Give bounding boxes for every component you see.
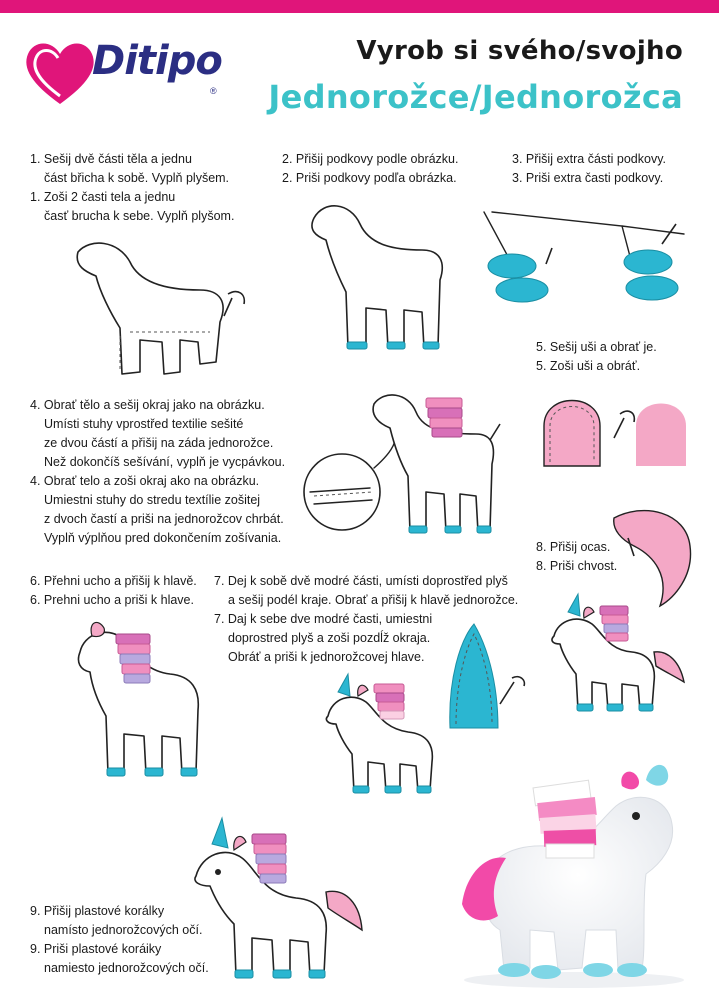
- step-8-text: 8. Přišij ocas. 8. Priši chvost.: [536, 540, 618, 573]
- page-title-line1: Vyrob si svého/svojho: [356, 36, 683, 66]
- step-4-text: 4. Obrať tělo a sešij okraj jako na obrázku. Umísti stuhy vprostřed textilie sešité ze dvou částí a přišij na záda jednorožce. Než dokončíš sešívání, vyplň je vycpávkou. 4. Obrať telo a zoši okraj ako na obrázku. Umiestni stuhy do stredu textílie zošitej z dvoch častí a priši na jednorožcov chrbát. Vyplň výplňou pred dokončením zošívania.: [30, 398, 286, 545]
- step-9-text: 9. Přišij plastové korálky namísto jednorožcových očí. 9. Priši plastové koráiky namiesto jednorožcových očí.: [30, 904, 209, 975]
- step-3-illustration: [472, 204, 692, 314]
- step-6-text: 6. Přehni ucho a přišij k hlavě. 6. Prehni ucho a priši k hlave.: [30, 574, 197, 607]
- step-3-text: 3. Přišij extra části podkovy. 3. Priši extra časti podkovy.: [512, 152, 666, 185]
- step-7-horn-illustration: [444, 620, 534, 740]
- step-5-text: 5. Sešij uši a obrať je. 5. Zoši uši a obráť.: [536, 340, 657, 373]
- registered-mark: ®: [210, 86, 217, 96]
- step-4-illustration: [300, 384, 520, 540]
- step-5-illustration: [540, 382, 700, 472]
- step-7-illustration: [318, 666, 458, 796]
- brand-name: Ditipo: [92, 38, 222, 84]
- step-8-illustration: [544, 590, 694, 720]
- step-1-illustration: [60, 232, 260, 392]
- step-1-text: 1. Sešij dvě části těla a jednu část břicha k sobě. Vyplň plyšem. 1. Zoši 2 časti tela a jednu časť brucha k sebe. Vyplň plyšom.: [30, 152, 235, 223]
- top-accent-bar: [0, 0, 719, 13]
- page-title-line2: Jednorožce/Jednorožca: [268, 78, 683, 116]
- finished-unicorn-photo: [446, 754, 702, 990]
- step-2-illustration: [300, 196, 460, 361]
- step-2-text: 2. Přišij podkovy podle obrázku. 2. Priši podkovy podľa obrázka.: [282, 152, 459, 185]
- step-9-illustration: [186, 808, 366, 988]
- step-6-illustration: [70, 612, 220, 782]
- step-7-text: 7. Dej k sobě dvě modré části, umísti doprostřed plyš a sešij podél kraje. Obrať a přišij k hlavě jednorožce. 7. Daj k sebe dve modré časti, umiestni doprostred plyš a zoši pozdĺž okraja. Obráť a priši k jednorožcovej hlave.: [214, 574, 519, 664]
